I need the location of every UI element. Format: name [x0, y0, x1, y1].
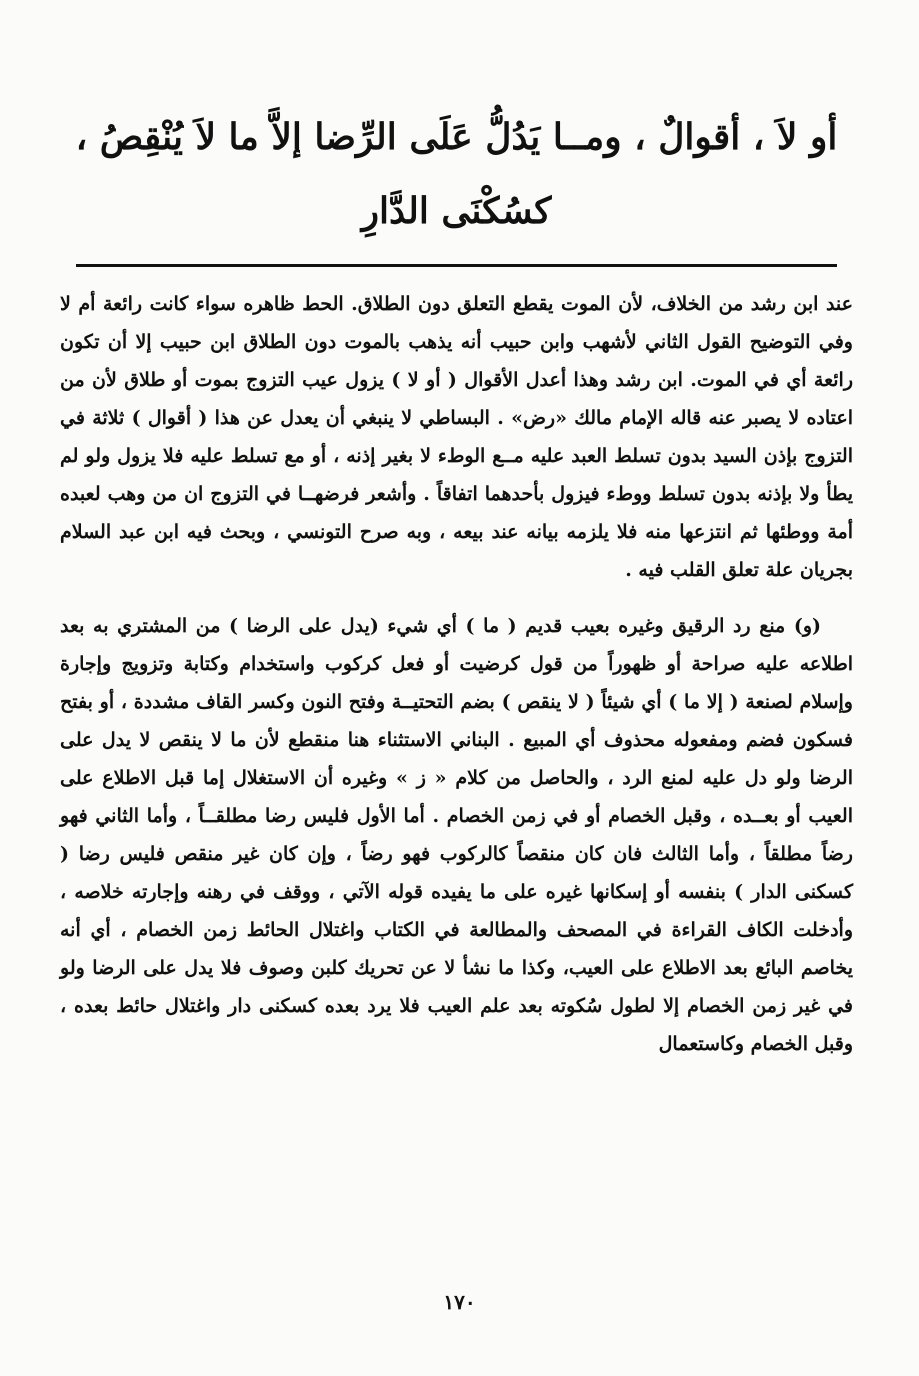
section-heading	[60, 100, 853, 248]
page-content	[60, 100, 853, 1063]
page-number: ١٧٠	[443, 1290, 476, 1314]
heading-line-2: كسُكْنَى الدَّارِ	[361, 190, 552, 232]
paragraph-2: (و) منع رد الرقيق وغيره بعيب قديم ( ما ) أي شيء (يدل على الرضا ) من المشتري به بعد اطلاعه عليه صراحة أو ظهوراً من قول كرضيت أو فعل كركوب واستخدام وكتابة وتزويج وإجارة وإسلام لصنعة ( إلا ما ) أي شيئاً ( لا ينقص ) بضم التحتيــة وفتح النون وكسر القاف مشددة ، أو بفتح فسكون فضم ومفعوله محذوف أي المبيع . البناني الاستثناء هنا منقطع لأن ما لا ينقص لا يدل على الرضا ولو دل عليه لمنع الرد ، والحاصل من كلام « ز » وغيره أن الاستغلال إما قبل الاطلاع على العيب أو بعــده ، وقبل الخصام أو في زمن الخصام . أما الأول فليس رضا مطلقــاً ، وأما الثاني فهو رضاً مطلقاً ، وأما الثالث فان كان منقصاً كالركوب فهو رضاً ، وإن كان غير منقص فليس رضا ( كسكنى الدار ) بنفسه أو إسكانها غيره على ما يفيده قوله الآتي ، ووقف في رهنه وإجارته خلاصه ، وأدخلت الكاف القراءة في المصحف والمطالعة في الكتاب واغتلال الحائط زمن الخصام ، أي أنه يخاصم البائع بعد الاطلاع على العيب، وكذا ما نشأ لا عن تحريك كلبن وصوف فلا يدل على الرضا ولو في غير زمن الخصام إلا لطول سُكوته بعد علم العيب فلا يرد بعده كسكنى دار واغتلال حائط بعده ، وقبل الخصام وكاستعمال	[60, 615, 854, 1055]
heading-divider	[76, 264, 837, 267]
heading-line-1: أو لاَ ، أقوالٌ ، ومــا يَدُلُّ عَلَى الرِّضا إلاَّ ما لاَ يُنْقِصُ ،	[75, 116, 838, 158]
paragraph-1: عند ابن رشد من الخلاف، لأن الموت يقطع التعلق دون الطلاق. الحط ظاهره سواء كانت رائعة أم لا وفي التوضيح القول الثاني لأشهب وابن حبيب أنه يذهب بالموت دون الطلاق ابن حبيب إلا أن تكون رائعة أي في الموت. ابن رشد وهذا أعدل الأقوال ( أو لا ) يزول عيب التزوج بموت أو طلاق لأن من اعتاده لا يصبر عنه قاله الإمام مالك «رض» . البساطي لا ينبغي أن يعدل عن هذا ( أقوال ) ثلاثة في التزوج بإذن السيد بدون تسلط العبد عليه مــع الوطء لا بغير إذنه ، أو مع تسلط عليه فلا يزول ولو لم يطأ ولا بإذنه بدون تسلط ووطء فيزول بأحدهما اتفاقاً . وأشعر فرضهــا في التزوج ان من وهب لعبده أمة ووطئها ثم انتزعها منه فلا يلزمه بيانه عند بيعه ، وبه صرح التونسي ، وبحث فيه ابن عبد السلام بجريان علة تعلق القلب فيه .	[60, 293, 853, 581]
